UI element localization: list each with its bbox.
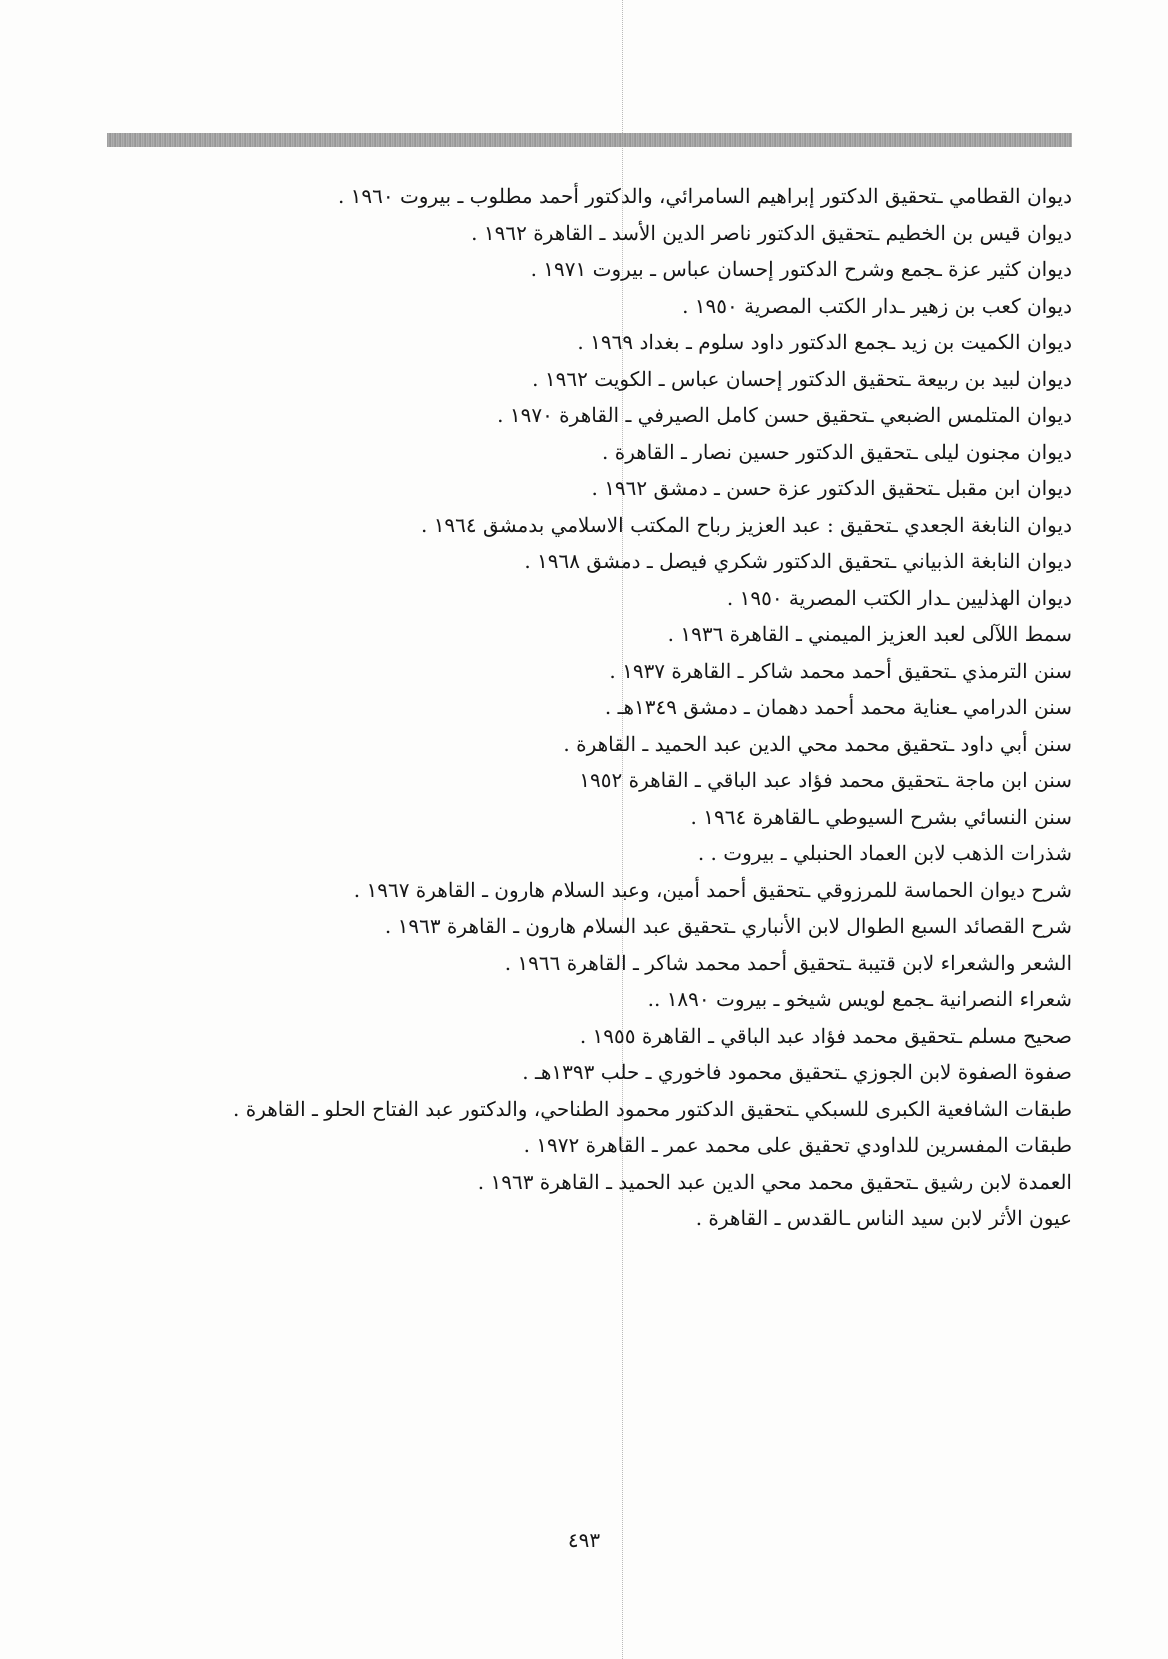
- bibliography-entry: سنن الدرامي ـعناية محمد أحمد دهمان ـ دمشق ١٣٤٩هـ .: [604, 695, 1072, 719]
- bibliography-entry: ديوان ابن مقبل ـتحقيق الدكتور عزة حسن ـ دمشق ١٩٦٢ .: [591, 476, 1072, 500]
- bibliography-entry: ديوان قيس بن الخطيم ـتحقيق الدكتور ناصر الدين الأسد ـ القاهرة ١٩٦٢ .: [471, 220, 1072, 245]
- page-number: ٤٩٣: [567, 1528, 601, 1552]
- bibliography-entry: طبقات الشافعية الكبرى للسبكي ـتحقيق الدكتور محمود الطناحي، والدكتور عبد الفتاح الحلو ـ القاهرة .: [233, 1096, 1072, 1121]
- bibliography-entry: شرح ديوان الحماسة للمرزوقي ـتحقيق أحمد أمين، وعبد السلام هارون ـ القاهرة ١٩٦٧ .: [353, 877, 1072, 902]
- bibliography-entry: شذرات الذهب لابن العماد الحنبلي ـ بيروت . .: [697, 841, 1072, 865]
- bibliography-entry: ديوان لبيد بن ربيعة ـتحقيق الدكتور إحسان عباس ـ الكويت ١٩٦٢ .: [532, 366, 1072, 391]
- bibliography-entry: العمدة لابن رشيق ـتحقيق محمد محي الدين عبد الحميد ـ القاهرة ١٩٦٣ .: [477, 1169, 1072, 1194]
- bibliography-entry: ديوان كعب بن زهير ـدار الكتب المصرية ١٩٥٠ .: [682, 293, 1072, 318]
- bibliography-entry: طبقات المفسرين للداودي تحقيق على محمد عمر ـ القاهرة ١٩٧٢ .: [523, 1133, 1072, 1157]
- bibliography-entry: شرح القصائد السبع الطوال لابن الأنباري ـتحقيق عبد السلام هارون ـ القاهرة ١٩٦٣ .: [384, 914, 1072, 938]
- bibliography-entry: ديوان النابغة الذبياني ـتحقيق الدكتور شكري فيصل ـ دمشق ١٩٦٨ .: [524, 549, 1072, 573]
- bibliography-entry: ديوان الهذليين ـدار الكتب المصرية ١٩٥٠ .: [726, 585, 1072, 610]
- bibliography-entry: ديوان كثير عزة ـجمع وشرح الدكتور إحسان عباس ـ بيروت ١٩٧١ .: [530, 257, 1072, 281]
- bibliography-list: [100, 178, 1072, 1237]
- bibliography-entry: سنن أبي داود ـتحقيق محمد محي الدين عبد الحميد ـ القاهرة .: [563, 731, 1072, 756]
- bibliography-entry: ديوان النابغة الجعدي ـتحقيق : عبد العزيز رباح المكتب الاسلامي بدمشق ١٩٦٤ .: [420, 512, 1072, 537]
- bibliography-entry: ديوان القطامي ـتحقيق الدكتور إبراهيم السامرائي، والدكتور أحمد مطلوب ـ بيروت ١٩٦٠ .: [337, 184, 1072, 208]
- bibliography-entry: صفوة الصفوة لابن الجوزي ـتحقيق محمود فاخوري ـ حلب ١٣٩٣هـ .: [522, 1060, 1072, 1084]
- bibliography-entry: عيون الأثر لابن سيد الناس ـالقدس ـ القاهرة .: [695, 1206, 1072, 1230]
- bibliography-entry: شعراء النصرانية ـجمع لويس شيخو ـ بيروت ١٨٩٠ ..: [647, 987, 1072, 1011]
- bibliography-entry: صحيح مسلم ـتحقيق محمد فؤاد عبد الباقي ـ القاهرة ١٩٥٥ .: [579, 1023, 1072, 1048]
- bibliography-entry: ديوان المتلمس الضبعي ـتحقيق حسن كامل الصيرفي ـ القاهرة ١٩٧٠ .: [497, 403, 1072, 427]
- bibliography-entry: سنن الترمذي ـتحقيق أحمد محمد شاكر ـ القاهرة ١٩٣٧ .: [609, 658, 1072, 683]
- bibliography-entry: ديوان مجنون ليلى ـتحقيق الدكتور حسين نصار ـ القاهرة .: [602, 439, 1072, 464]
- header-rule-bar: [107, 133, 1072, 147]
- bibliography-entry: ديوان الكميت بن زيد ـجمع الدكتور داود سلوم ـ بغداد ١٩٦٩ .: [577, 330, 1072, 354]
- bibliography-entry: سنن ابن ماجة ـتحقيق محمد فؤاد عبد الباقي ـ القاهرة ١٩٥٢: [579, 768, 1072, 792]
- bibliography-entry: سمط اللآلى لعبد العزيز الميمني ـ القاهرة ١٩٣٦ .: [667, 622, 1072, 646]
- bibliography-entry: سنن النسائي بشرح السيوطي ـالقاهرة ١٩٦٤ .: [690, 804, 1072, 829]
- bibliography-entry: الشعر والشعراء لابن قتيبة ـتحقيق أحمد محمد شاكر ـ القاهرة ١٩٦٦ .: [504, 950, 1072, 975]
